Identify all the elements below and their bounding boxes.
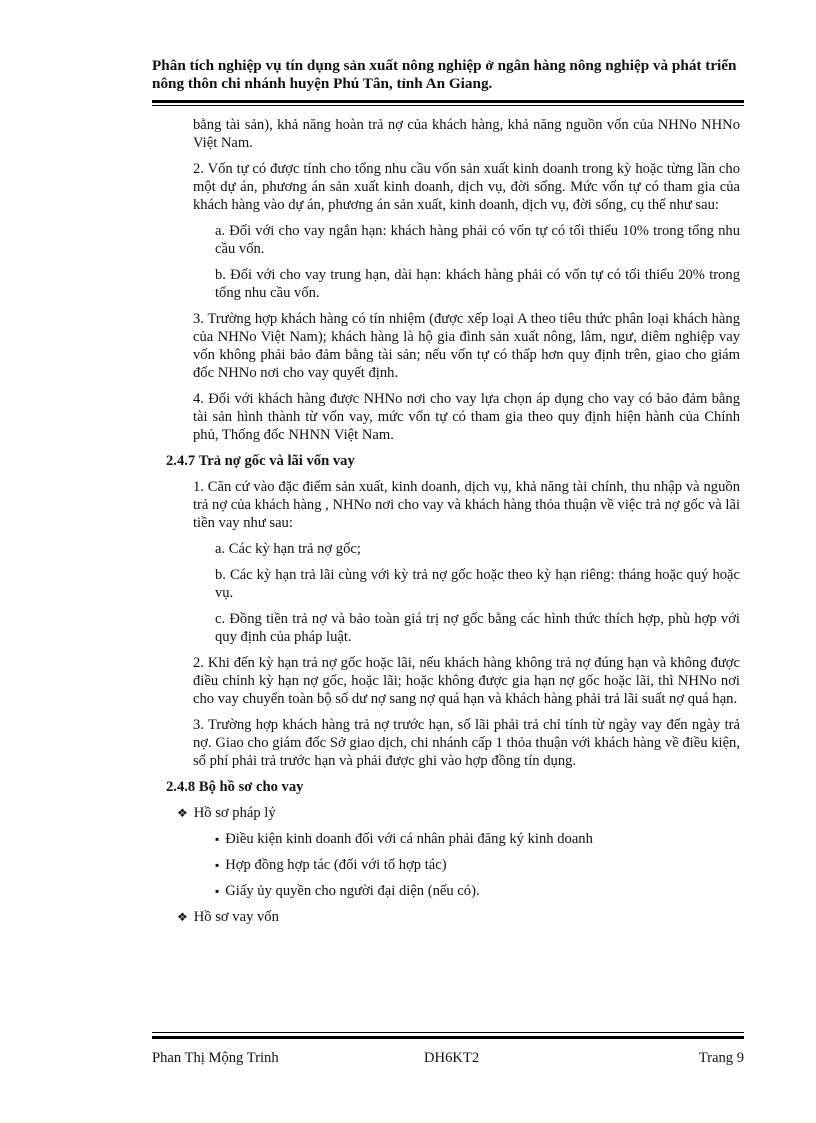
footer-author: Phan Thị Mộng Trinh: [152, 1050, 279, 1066]
footer-page-number: Trang 9: [698, 1050, 744, 1066]
list-item-label: Hồ sơ pháp lý: [193, 805, 276, 821]
list-item-loan: [177, 908, 740, 926]
dossier-list: [177, 804, 740, 926]
footer-class-code: DH6KT2: [424, 1050, 480, 1066]
page-content: [166, 116, 740, 934]
list-item: [215, 830, 740, 848]
list-item: [215, 856, 740, 874]
paragraph-2a: a. Đối với cho vay ngắn hạn: khách hàng phải có vốn tự có tối thiểu 10% trong tổng nhu cầu vốn.: [215, 223, 740, 257]
paragraph-3: 3. Trường hợp khách hàng có tín nhiệm (được xếp loại A theo tiêu thức phân loại khách hàng của NHNo Việt Nam); khách hàng là hộ gia đình sản xuất nông, lâm, ngư, diêm nghiệp vay vốn không phải bảo đảm bằng tài sản; nếu vốn tự có thấp hơn quy định trên, giao cho giám đốc NHNo nơi cho vay quyết định.: [193, 311, 740, 381]
section-1c: c. Đồng tiền trả nợ và bảo toàn giá trị nợ gốc bằng các hình thức thích hợp, phù hợp với quy định của pháp luật.: [215, 611, 740, 645]
square-bullet-icon: ▪: [215, 858, 220, 872]
section-1b: b. Các kỳ hạn trả lãi cùng với kỳ trả nợ gốc hoặc theo kỳ hạn riêng: tháng hoặc quý hoặc vụ.: [215, 567, 740, 601]
paragraph-continued: bằng tài sản), khả năng hoàn trả nợ của khách hàng, khả năng nguồn vốn của NHNo NHNo Việt Nam.: [193, 117, 740, 151]
list-item: [215, 882, 740, 900]
section-3: 3. Trường hợp khách hàng trả nợ trước hạn, số lãi phải trả chỉ tính từ ngày vay đến ngày trả nợ. Giao cho giám đốc Sở giao dịch, chi nhánh cấp 1 thỏa thuận với khách hàng về điều kiện, số phí phải trả trước hạn và phải được ghi vào hợp đồng tín dụng.: [193, 717, 740, 769]
footer-rule-thick: [152, 1036, 744, 1039]
page-header-title: Phân tích nghiệp vụ tín dụng sản xuất nông nghiệp ở ngân hàng nông nghiệp và phát triển nông thôn chi nhánh huyện Phú Tân, tỉnh An Giang.: [152, 57, 737, 92]
diamond-bullet-icon: ❖: [177, 806, 188, 820]
footer-rule-thin: [152, 1032, 744, 1033]
paragraph-2b: b. Đối với cho vay trung hạn, dài hạn: khách hàng phải có vốn tự có tối thiểu 20% trong tổng nhu cầu vốn.: [215, 267, 740, 301]
section-2: 2. Khi đến kỳ hạn trả nợ gốc hoặc lãi, nếu khách hàng không trả nợ đúng hạn và không được điều chỉnh kỳ hạn nợ gốc, hoặc lãi; hoặc không được gia hạn nợ gốc hoặc lãi, thì NHNo nơi cho vay chuyển toàn bộ số dư nợ sang nợ quá hạn và khách hàng phải trả lãi suất nợ quá hạn.: [193, 655, 740, 707]
paragraph-4: 4. Đối với khách hàng được NHNo nơi cho vay lựa chọn áp dụng cho vay có bảo đảm bằng tài sản hình thành từ vốn vay, mức vốn tự có tham gia theo quy định hiện hành của Chính phủ, Thống đốc NHNN Việt Nam.: [193, 391, 740, 443]
diamond-bullet-icon: ❖: [177, 910, 188, 924]
paragraph-2: 2. Vốn tự có được tính cho tổng nhu cầu vốn sản xuất kinh doanh trong kỳ hoặc từng lần cho một dự án, phương án sản xuất kinh doanh, dịch vụ, đời sống. Mức vốn tự có tham gia của khách hàng vào dự án, phương án sản xuất, kinh doanh, dịch vụ, đời sống, cụ thể như sau:: [193, 161, 740, 213]
square-bullet-icon: ▪: [215, 884, 220, 898]
header-rule-thick: [152, 100, 744, 103]
header-rule-thin: [152, 105, 744, 106]
list-item-label: Hồ sơ vay vốn: [193, 909, 279, 925]
list-item-label: Hợp đồng hợp tác (đối với tổ hợp tác): [225, 857, 447, 873]
section-1a: a. Các kỳ hạn trả nợ gốc;: [215, 541, 361, 557]
list-item-legal: [177, 804, 740, 822]
section-heading-2-4-7: 2.4.7 Trả nợ gốc và lãi vốn vay: [166, 453, 355, 469]
list-item-label: Điều kiện kinh doanh đối với cá nhân phải đăng ký kinh doanh: [225, 831, 593, 847]
square-bullet-icon: ▪: [215, 832, 220, 846]
section-heading-2-4-8: 2.4.8 Bộ hồ sơ cho vay: [166, 779, 304, 795]
section-1: 1. Căn cứ vào đặc điểm sản xuất, kinh doanh, dịch vụ, khả năng tài chính, thu nhập và nguồn trả nợ của khách hàng , NHNo nơi cho vay và khách hàng thỏa thuận về việc trả nợ gốc và lãi tiền vay như sau:: [193, 479, 740, 531]
list-item-label: Giấy ủy quyền cho người đại diện (nếu có).: [225, 883, 480, 899]
